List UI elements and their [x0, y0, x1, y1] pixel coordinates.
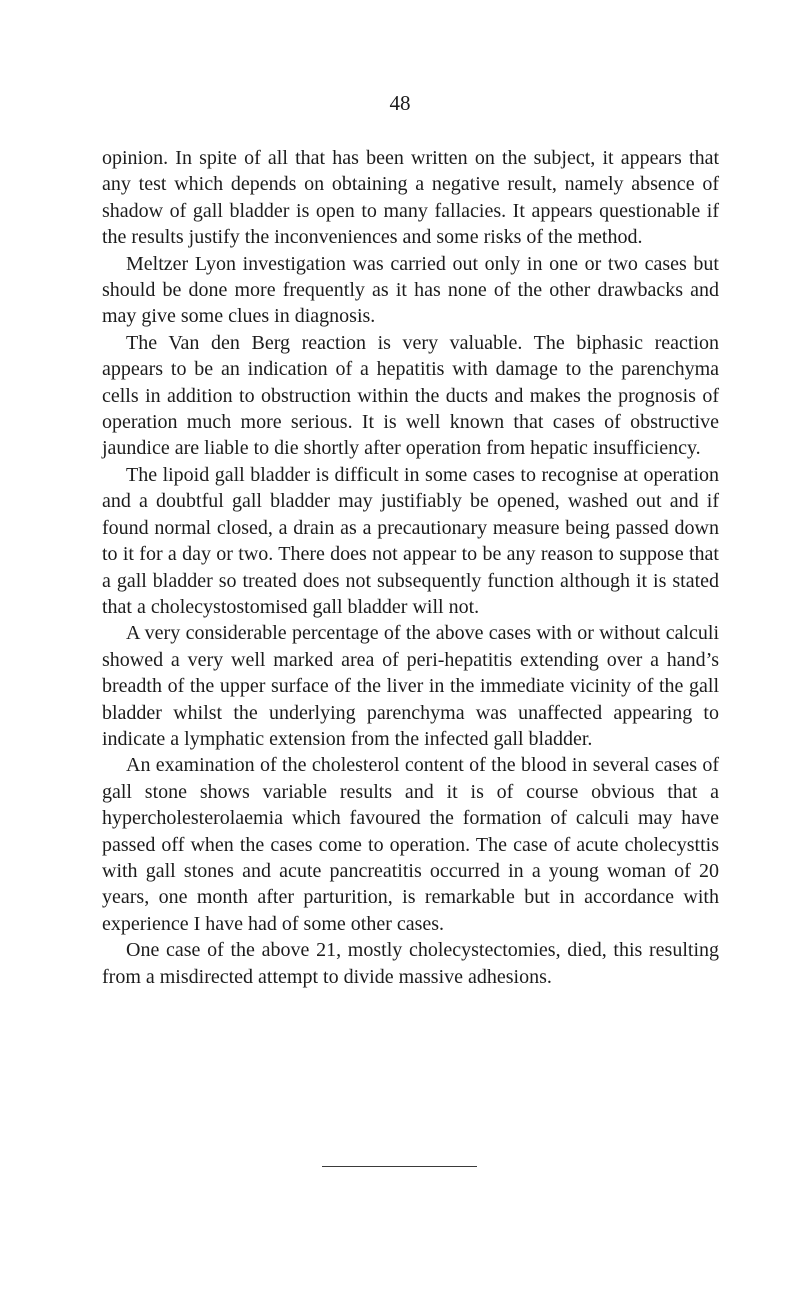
paragraph-meltzer-lyon: Meltzer Lyon investigation was carried out only in one or two cases but should be done more frequently as it has none of the other drawbacks and may give some clues in diagnosis. [102, 252, 719, 328]
paragraph-lipoid-gall-bladder: The lipoid gall bladder is difficult in some cases to recognise at operation and a doubtful gall bladder may justifiably be opened, washed out and if found normal closed, a drain as a precautionary measure being passed down to it for a day or two. There does not appear to be any reason to suppose that a gall bladder so treated does not subsequently function although it is stated that a cholecystostomised gall bladder will not. [102, 463, 719, 618]
section-end-divider [322, 1166, 477, 1167]
paragraph-fatal-case: One case of the above 21, mostly cholecystectomies, died, this resulting from a misdirected attempt to divide massive adhesions. [102, 939, 719, 988]
page-number: 48 [389, 91, 411, 115]
paragraph-test-fallacies: opinion. In spite of all that has been written on the subject, it appears that any test which depends on obtaining a negative result, namely absence of shadow of gall bladder is open to many fallacies. It appears questionable if the results justify the inconveniences and some risks of the method. [102, 147, 719, 249]
paragraph-peri-hepatitis: A very considerable percentage of the above cases with or without calculi showed a very well marked area of peri-hepatitis extending over a hand’s breadth of the upper surface of the liver in the immediate vicinity of the gall bladder whilst the underlying parenchyma was unaffected appearing to indicate a lymphatic extension from the infected gall bladder. [102, 622, 719, 750]
body-text [102, 145, 719, 990]
paragraph-cholesterol: An examination of the cholesterol content of the blood in several cases of gall stone shows variable results and it is of course obvious that a hypercholesterolaemia which favoured the formation of calculi may have passed off when the cases come to operation. The case of acute cholecysttis with gall stones and acute pancreatitis occurred in a young woman of 20 years, one month after parturition, is remarkable but in accordance with experience I have had of some other cases. [102, 754, 719, 935]
paragraph-van-den-berg: The Van den Berg reaction is very valuable. The biphasic reaction appears to be an indication of a hepatitis with damage to the parenchyma cells in addition to obstruction within the ducts and makes the prognosis of operation much more serious. It is well known that cases of obstructive jaundice are liable to die shortly after operation from hepatic insufficiency. [102, 331, 719, 460]
